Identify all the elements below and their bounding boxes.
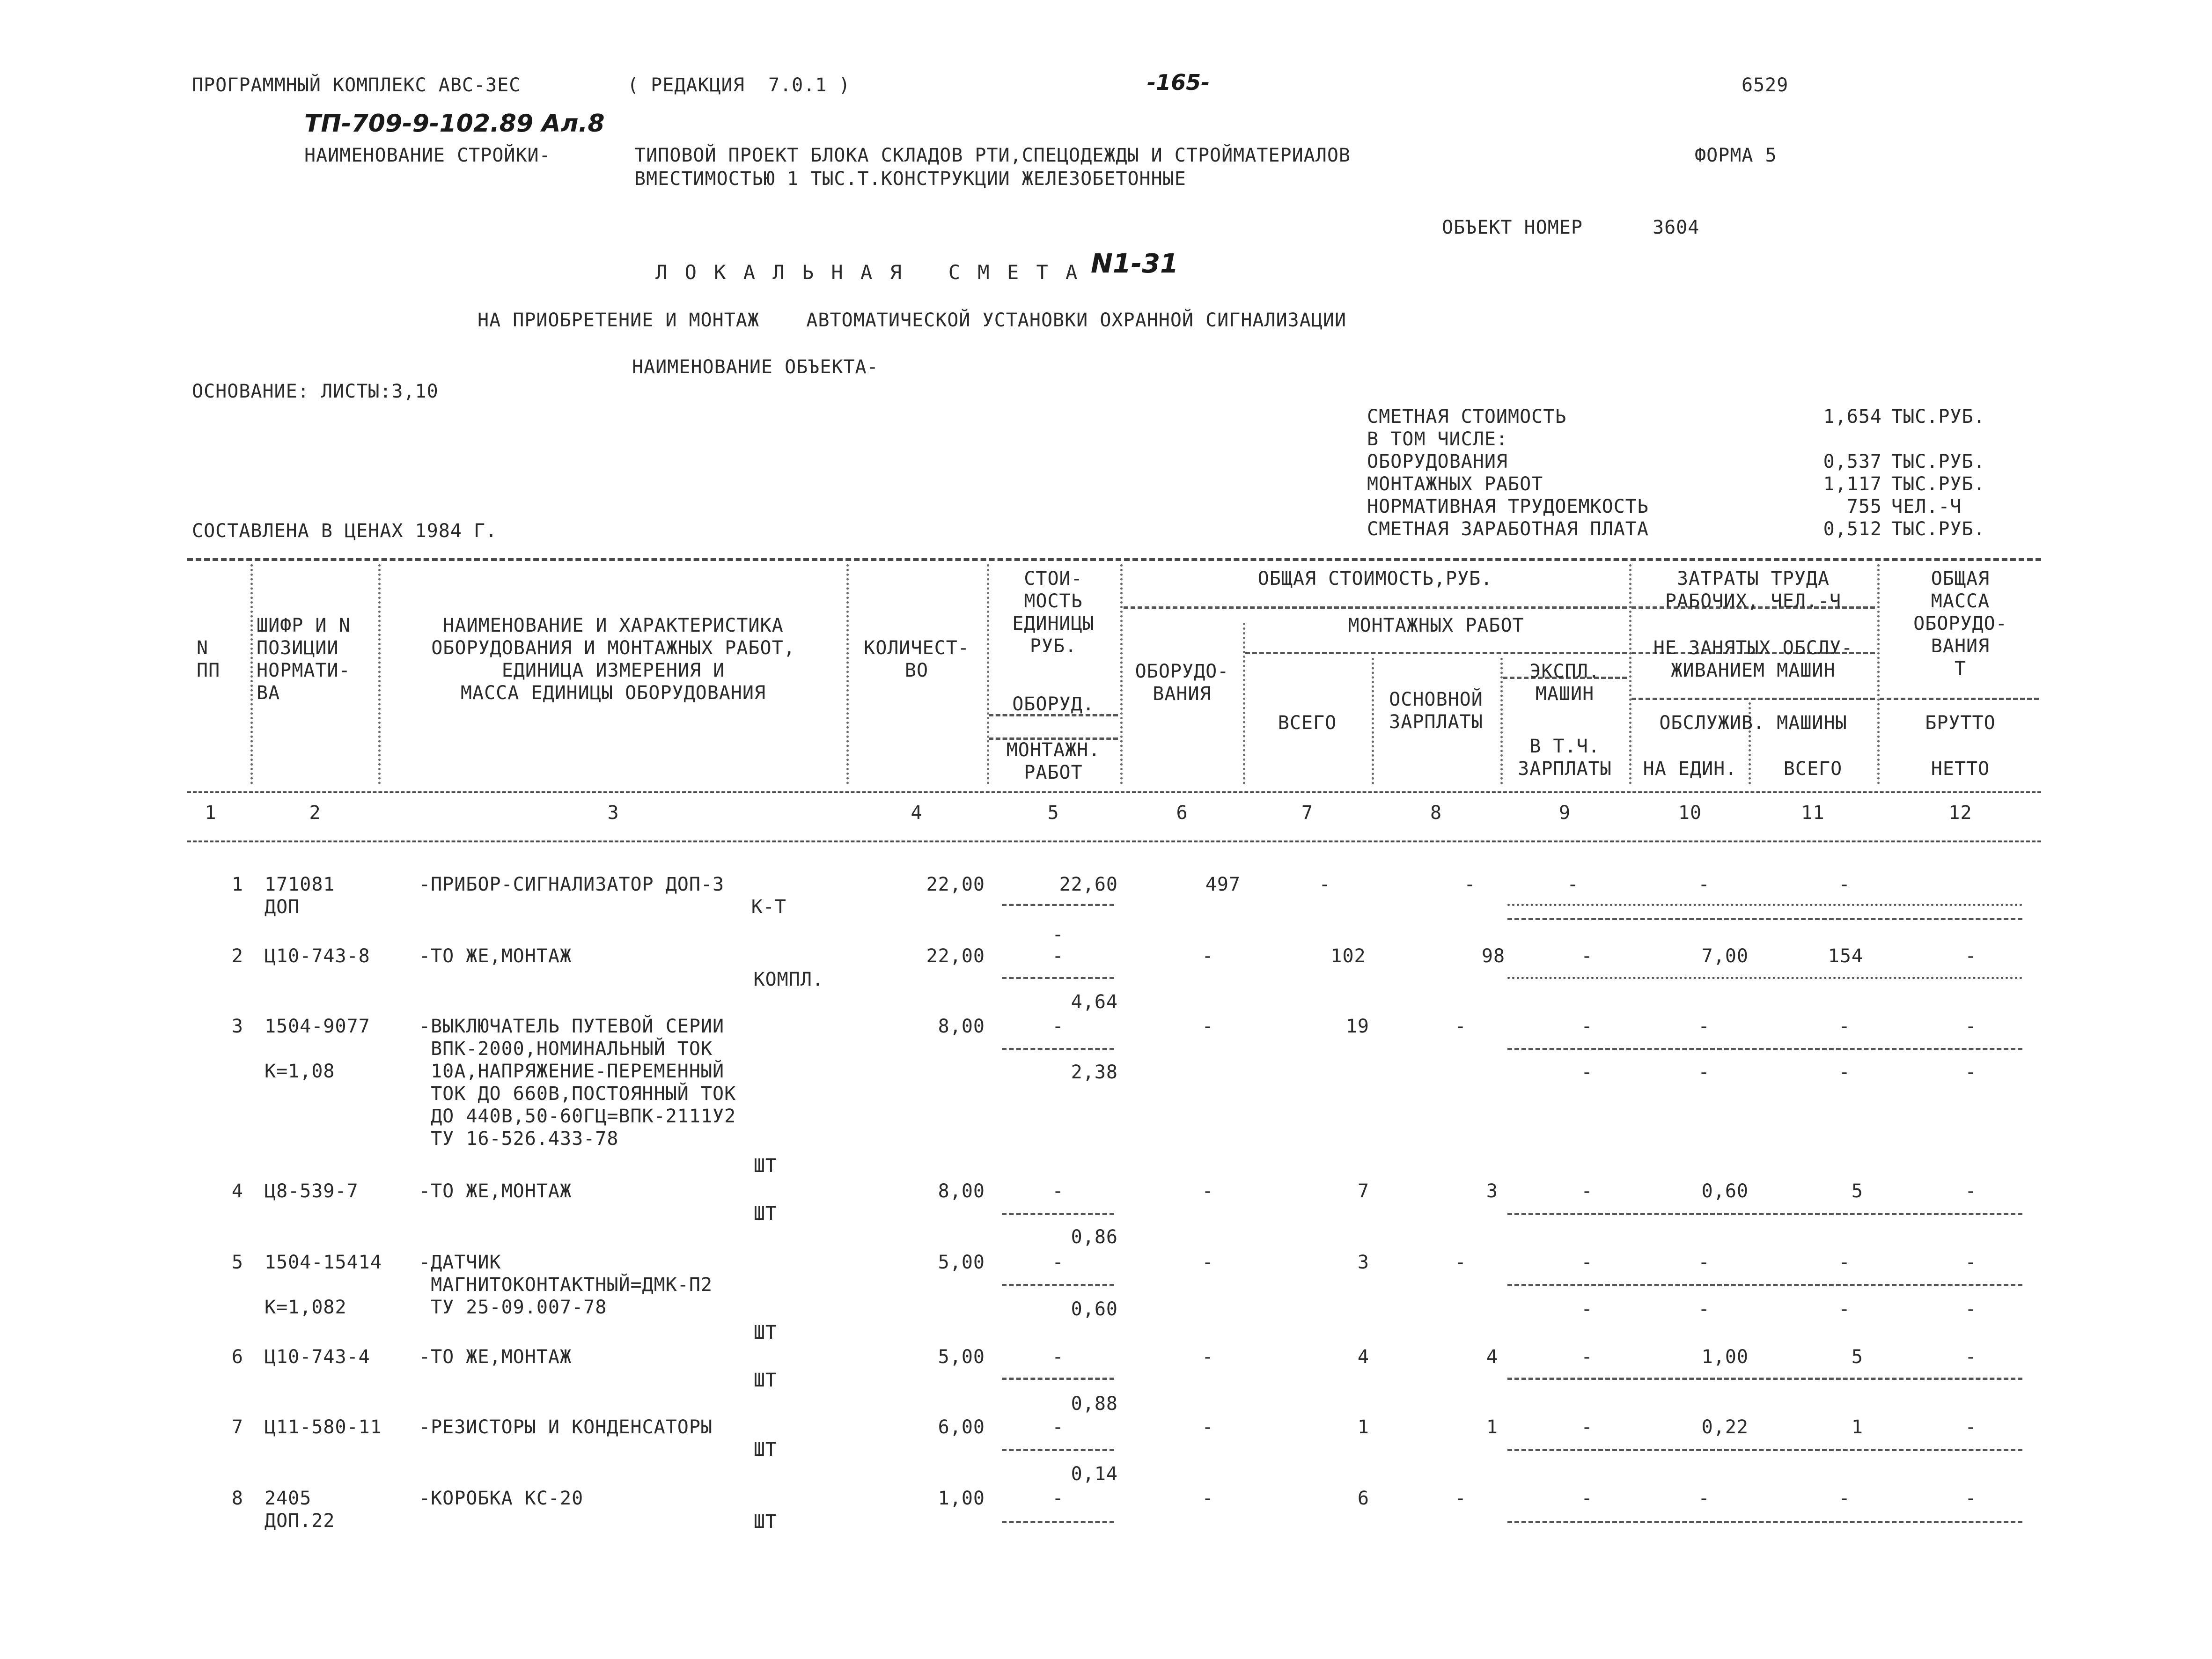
row-mass: -: [1965, 1016, 1977, 1037]
row-base-wages: 3: [1486, 1180, 1498, 1202]
header-col-12-gross: БРУТТО: [1925, 712, 1996, 734]
estimate-number-handwritten: N1-31: [1091, 249, 1179, 279]
row-machine-cost: -: [1581, 1488, 1593, 1509]
row-dash: -: [1052, 924, 1064, 945]
cell-divider: [1507, 1449, 2022, 1451]
summary-unit: ТЫС.РУБ.: [1891, 518, 1985, 540]
row-labor-per-unit: 0,60: [1701, 1180, 1749, 1202]
object-name-label: НАИМЕНОВАНИЕ ОБЪЕКТА-: [632, 356, 879, 378]
header-col-3: НАИМЕНОВАНИЕ И ХАРАКТЕРИСТИКА ОБОРУДОВАНИЯ И МОНТАЖНЫХ РАБОТ, ЕДИНИЦА ИЗМЕРЕНИЯ И МАССА ЕДИНИЦЫ ОБОРУДОВАНИЯ: [431, 615, 795, 704]
column-number: 2: [309, 802, 321, 824]
summary-unit: ЧЕЛ.-Ч: [1891, 496, 1962, 517]
row-mass: -: [1965, 945, 1977, 967]
column-number: 11: [1801, 802, 1825, 824]
header-installation-works: МОНТАЖНЫХ РАБОТ: [1348, 615, 1524, 636]
row-installation-total: 7: [1357, 1180, 1369, 1202]
row-unit: ШТ: [753, 1370, 777, 1391]
row-dash: -: [1698, 1062, 1710, 1083]
column-number: 1: [205, 802, 217, 824]
row-dash: -: [1838, 1062, 1851, 1083]
row-code: Ц10-743-8: [265, 945, 370, 967]
summary-unit: ТЫС.РУБ.: [1891, 473, 1985, 495]
summary-unit: ТЫС.РУБ.: [1891, 406, 1985, 428]
row-dash: -: [1838, 1298, 1851, 1320]
row-equipment-cost: -: [1202, 945, 1214, 967]
page-number: -165-: [1147, 70, 1210, 95]
summary-label: МОНТАЖНЫХ РАБОТ: [1367, 473, 1543, 495]
row-number: 6: [231, 1346, 243, 1368]
header-total-mass: ОБЩАЯ МАССА ОБОРУДО- ВАНИЯ Т: [1913, 568, 2007, 679]
row-machine-cost: -: [1581, 945, 1593, 967]
header-col-4: КОЛИЧЕСТ- ВО: [864, 637, 970, 681]
row-mass: -: [1965, 1346, 1977, 1368]
row-unit-cost-equipment: -: [1052, 1180, 1064, 1202]
row-unit-cost-equipment: -: [1052, 1252, 1064, 1273]
row-labor-total: -: [1838, 1016, 1851, 1037]
object-number: 3604: [1653, 217, 1700, 238]
document-subtitle: НА ПРИОБРЕТЕНИЕ И МОНТАЖ АВТОМАТИЧЕСКОЙ УСТАНОВКИ ОХРАННОЙ СИГНАЛИЗАЦИИ: [478, 310, 1347, 331]
row-code: 1504-9077 К=1,08: [265, 1016, 370, 1082]
document-title: Л О К А Л Ь Н А Я С М Е Т А: [655, 261, 1080, 284]
row-dash: -: [1581, 1062, 1593, 1083]
row-dash: -: [1965, 1298, 1977, 1320]
header-col-5-installation: МОНТАЖН. РАБОТ: [1006, 739, 1101, 783]
row-equipment-cost: -: [1202, 1346, 1214, 1368]
row-installation-total: 19: [1345, 1016, 1369, 1037]
column-number: 5: [1047, 802, 1059, 824]
cell-divider: [1507, 1521, 2022, 1523]
column-number: 7: [1301, 802, 1314, 824]
row-base-wages: 98: [1481, 945, 1506, 967]
document-code: 6529: [1742, 74, 1789, 96]
row-unit: ШТ: [753, 1439, 777, 1460]
row-number: 4: [231, 1180, 243, 1202]
row-unit: К-Т: [751, 896, 786, 918]
row-unit-cost-equipment: -: [1052, 945, 1064, 967]
column-number: 3: [607, 802, 619, 824]
row-base-wages: -: [1464, 874, 1476, 895]
row-number: 2: [231, 945, 243, 967]
summary-unit: ТЫС.РУБ.: [1891, 451, 1985, 472]
row-unit: ШТ: [753, 1322, 777, 1343]
row-mass: -: [1965, 1488, 1977, 1509]
row-code: Ц10-743-4: [265, 1346, 370, 1368]
header-subrule: [1124, 606, 1627, 609]
row-code: 171081 ДОП: [265, 874, 335, 918]
construction-label: НАИМЕНОВАНИЕ СТРОЙКИ-: [304, 145, 551, 166]
column-numbers-bottom-rule: [187, 841, 2041, 842]
row-labor-total: -: [1838, 874, 1851, 895]
row-installation-total: 4: [1357, 1346, 1369, 1368]
header-col-7: ВСЕГО: [1278, 712, 1337, 734]
program-name: ПРОГРАММНЫЙ КОМПЛЕКС АВС-3ЕС: [192, 74, 521, 96]
row-dash: -: [1698, 1298, 1710, 1320]
cell-divider: [1002, 1449, 1114, 1451]
table-top-rule: [187, 558, 2041, 561]
row-equipment-cost: -: [1202, 1488, 1214, 1509]
row-name: -РЕЗИСТОРЫ И КОНДЕНСАТОРЫ: [419, 1416, 713, 1438]
header-labor-costs: ЗАТРАТЫ ТРУДА РАБОЧИХ, ЧЕЛ.-Ч: [1665, 568, 1842, 612]
row-machine-cost: -: [1581, 1180, 1593, 1202]
row-equipment-cost: -: [1202, 1016, 1214, 1037]
header-labor-machines: ОБСЛУЖИВ. МАШИНЫ: [1659, 712, 1847, 734]
row-installation-total: 6: [1357, 1488, 1369, 1509]
row-name: -КОРОБКА КС-20: [419, 1488, 584, 1509]
row-installation-total: 1: [1357, 1416, 1369, 1438]
row-unit-cost-installation: 0,88: [1071, 1393, 1118, 1415]
row-unit: ШТ: [753, 1155, 777, 1177]
cell-divider: [1507, 904, 2022, 906]
row-unit-cost-equipment: 22,60: [1059, 874, 1118, 895]
row-labor-per-unit: 1,00: [1701, 1346, 1749, 1368]
header-col-6: ОБОРУДО- ВАНИЯ: [1135, 661, 1229, 705]
row-unit-cost-installation: 0,86: [1071, 1226, 1118, 1248]
row-unit-cost-equipment: -: [1052, 1488, 1064, 1509]
cell-divider: [1002, 1213, 1114, 1215]
row-code: Ц8-539-7: [265, 1180, 359, 1202]
header-total-cost: ОБЩАЯ СТОИМОСТЬ,РУБ.: [1257, 568, 1493, 590]
construction-name-line2: ВМЕСТИМОСТЬЮ 1 ТЫС.Т.КОНСТРУКЦИИ ЖЕЛЕЗОБЕТОННЫЕ: [634, 168, 1186, 190]
row-labor-total: -: [1838, 1252, 1851, 1273]
header-col-1: N ПП: [197, 637, 220, 681]
row-machine-cost: -: [1581, 1016, 1593, 1037]
row-labor-total: 5: [1851, 1180, 1863, 1202]
row-unit-cost-equipment: -: [1052, 1016, 1064, 1037]
column-number: 12: [1948, 802, 1972, 824]
row-equipment-cost: 497: [1205, 874, 1241, 895]
column-divider: [378, 564, 381, 784]
header-col-9-machines: ЭКСПЛ. МАШИН: [1529, 661, 1600, 705]
row-labor-per-unit: 7,00: [1701, 945, 1749, 967]
row-code: 1504-15414 К=1,082: [265, 1252, 382, 1318]
row-labor-per-unit: 0,22: [1701, 1416, 1749, 1438]
row-mass: -: [1965, 1180, 1977, 1202]
prices-basis: СОСТАВЛЕНА В ЦЕНАХ 1984 Г.: [192, 520, 498, 542]
header-col-11: ВСЕГО: [1783, 758, 1843, 780]
header-col-10: НА ЕДИН.: [1643, 758, 1737, 780]
row-quantity: 1,00: [938, 1488, 985, 1509]
row-quantity: 5,00: [938, 1252, 985, 1273]
cell-divider: [1507, 1378, 2022, 1380]
summary-label: СМЕТНАЯ СТОИМОСТЬ: [1367, 406, 1567, 428]
row-number: 3: [231, 1016, 243, 1037]
row-base-wages: -: [1455, 1252, 1467, 1273]
header-subrule: [1880, 698, 2039, 700]
row-unit-cost-equipment: -: [1052, 1346, 1064, 1368]
column-number: 9: [1558, 802, 1571, 824]
row-labor-per-unit: -: [1698, 1016, 1710, 1037]
cell-divider: [1507, 1048, 2022, 1050]
row-installation-total: -: [1319, 874, 1331, 895]
row-labor-per-unit: -: [1698, 1252, 1710, 1273]
row-number: 7: [231, 1416, 243, 1438]
header-bottom-rule: [187, 791, 2041, 793]
summary-value: 755: [1846, 496, 1882, 517]
form-label: ФОРМА 5: [1695, 145, 1777, 166]
column-number: 4: [911, 802, 923, 824]
row-quantity: 8,00: [938, 1016, 985, 1037]
summary-value: 0,512: [1823, 518, 1882, 540]
row-name: -ТО ЖЕ,МОНТАЖ: [419, 945, 572, 967]
cell-divider: [1002, 1521, 1114, 1523]
construction-name-line1: ТИПОВОЙ ПРОЕКТ БЛОКА СКЛАДОВ РТИ,СПЕЦОДЕЖДЫ И СТРОЙМАТЕРИАЛОВ: [634, 145, 1351, 166]
row-quantity: 22,00: [926, 945, 985, 967]
row-base-wages: -: [1455, 1016, 1467, 1037]
row-unit: ШТ: [753, 1511, 777, 1533]
cell-divider: [1002, 1378, 1114, 1380]
row-labor-per-unit: -: [1698, 874, 1710, 895]
summary-label: НОРМАТИВНАЯ ТРУДОЕМКОСТЬ: [1367, 496, 1649, 517]
row-machine-cost: -: [1567, 874, 1579, 895]
row-name: -ВЫКЛЮЧАТЕЛЬ ПУТЕВОЙ СЕРИИ ВПК-2000,НОМИНАЛЬНЫЙ ТОК 10А,НАПРЯЖЕНИЕ-ПЕРЕМЕННЫЙ ТОК ДО 660В,ПОСТОЯННЫЙ ТОК ДО 440В,50-60ГЦ=ВПК-2111У2 ТУ 16-526.433-78: [419, 1016, 736, 1150]
row-machine-cost: -: [1581, 1416, 1593, 1438]
summary-label: СМЕТНАЯ ЗАРАБОТНАЯ ПЛАТА: [1367, 518, 1649, 540]
row-name: -ДАТЧИК МАГНИТОКОНТАКТНЫЙ=ДМК-П2 ТУ 25-09.007-78: [419, 1252, 713, 1318]
cell-divider: [1507, 918, 2022, 920]
column-divider: [1120, 564, 1123, 784]
cell-divider: [1507, 1284, 2022, 1286]
cell-divider: [1002, 1048, 1114, 1050]
row-number: 1: [231, 874, 243, 895]
object-label: ОБЪЕКТ НОМЕР: [1442, 217, 1583, 238]
row-number: 8: [231, 1488, 243, 1509]
row-dash: -: [1965, 1062, 1977, 1083]
header-subrule: [1631, 698, 1875, 700]
row-unit: ШТ: [753, 1203, 777, 1224]
row-unit-cost-installation: 4,64: [1071, 991, 1118, 1013]
summary-value: 1,654: [1823, 406, 1882, 428]
row-base-wages: -: [1455, 1488, 1467, 1509]
header-col-9-wages: В Т.Ч. ЗАРПЛАТЫ: [1518, 736, 1612, 780]
row-equipment-cost: -: [1202, 1252, 1214, 1273]
row-unit: КОМПЛ.: [753, 969, 824, 990]
row-equipment-cost: -: [1202, 1416, 1214, 1438]
edition: ( РЕДАКЦИЯ 7.0.1 ): [627, 74, 851, 96]
row-mass: -: [1965, 1252, 1977, 1273]
row-name: -ТО ЖЕ,МОНТАЖ: [419, 1180, 572, 1202]
row-equipment-cost: -: [1202, 1180, 1214, 1202]
project-code-handwritten: ТП-709-9-102.89 Ал.8: [304, 110, 605, 138]
row-labor-per-unit: -: [1698, 1488, 1710, 1509]
header-col-5-unit-cost: СТОИ- МОСТЬ ЕДИНИЦЫ РУБ.: [1012, 568, 1095, 657]
row-name: -ТО ЖЕ,МОНТАЖ: [419, 1346, 572, 1368]
row-mass: -: [1965, 1416, 1977, 1438]
header-labor-not-machines: НЕ ЗАНЯТЫХ ОБСЛУ- ЖИВАНИЕМ МАШИН: [1653, 637, 1853, 681]
row-quantity: 6,00: [938, 1416, 985, 1438]
cell-divider: [1002, 977, 1114, 979]
row-labor-total: -: [1838, 1488, 1851, 1509]
row-unit-cost-installation: 0,60: [1071, 1298, 1118, 1320]
row-quantity: 8,00: [938, 1180, 985, 1202]
row-installation-total: 102: [1330, 945, 1366, 967]
summary-label: ОБОРУДОВАНИЯ: [1367, 451, 1508, 472]
row-code: Ц11-580-11: [265, 1416, 382, 1438]
row-dash: -: [1581, 1298, 1593, 1320]
column-number: 6: [1176, 802, 1188, 824]
column-divider: [250, 564, 253, 784]
row-base-wages: 4: [1486, 1346, 1498, 1368]
row-labor-total: 154: [1828, 945, 1863, 967]
cell-divider: [1002, 1284, 1114, 1286]
summary-value: 1,117: [1823, 473, 1882, 495]
basis: ОСНОВАНИЕ: ЛИСТЫ:3,10: [192, 381, 439, 402]
column-number: 10: [1678, 802, 1702, 824]
header-col-8: ОСНОВНОЙ ЗАРПЛАТЫ: [1389, 689, 1483, 733]
row-name: -ПРИБОР-СИГНАЛИЗАТОР ДОП-3: [419, 874, 725, 895]
row-base-wages: 1: [1486, 1416, 1498, 1438]
row-code: 2405 ДОП.22: [265, 1488, 335, 1532]
row-quantity: 22,00: [926, 874, 985, 895]
summary-value: 0,537: [1823, 451, 1882, 472]
row-unit-cost-installation: 0,14: [1071, 1463, 1118, 1485]
column-divider: [1243, 623, 1245, 784]
row-machine-cost: -: [1581, 1252, 1593, 1273]
cell-divider: [1002, 904, 1114, 906]
cell-divider: [1507, 977, 2022, 979]
row-quantity: 5,00: [938, 1346, 985, 1368]
header-col-5-equipment: ОБОРУД.: [1012, 693, 1095, 715]
row-machine-cost: -: [1581, 1346, 1593, 1368]
row-unit-cost-installation: 2,38: [1071, 1062, 1118, 1083]
row-unit-cost-equipment: -: [1052, 1416, 1064, 1438]
row-installation-total: 3: [1357, 1252, 1369, 1273]
header-col-2: ШИФР И N ПОЗИЦИИ НОРМАТИ- ВА: [257, 615, 351, 704]
header-col-12-net: НЕТТО: [1931, 758, 1990, 780]
summary-label: В ТОМ ЧИСЛЕ:: [1367, 428, 1508, 450]
row-number: 5: [231, 1252, 243, 1273]
row-labor-total: 1: [1851, 1416, 1863, 1438]
row-labor-total: 5: [1851, 1346, 1863, 1368]
cell-divider: [1507, 1213, 2022, 1215]
column-number: 8: [1430, 802, 1442, 824]
header-subrule: [1245, 652, 1627, 654]
